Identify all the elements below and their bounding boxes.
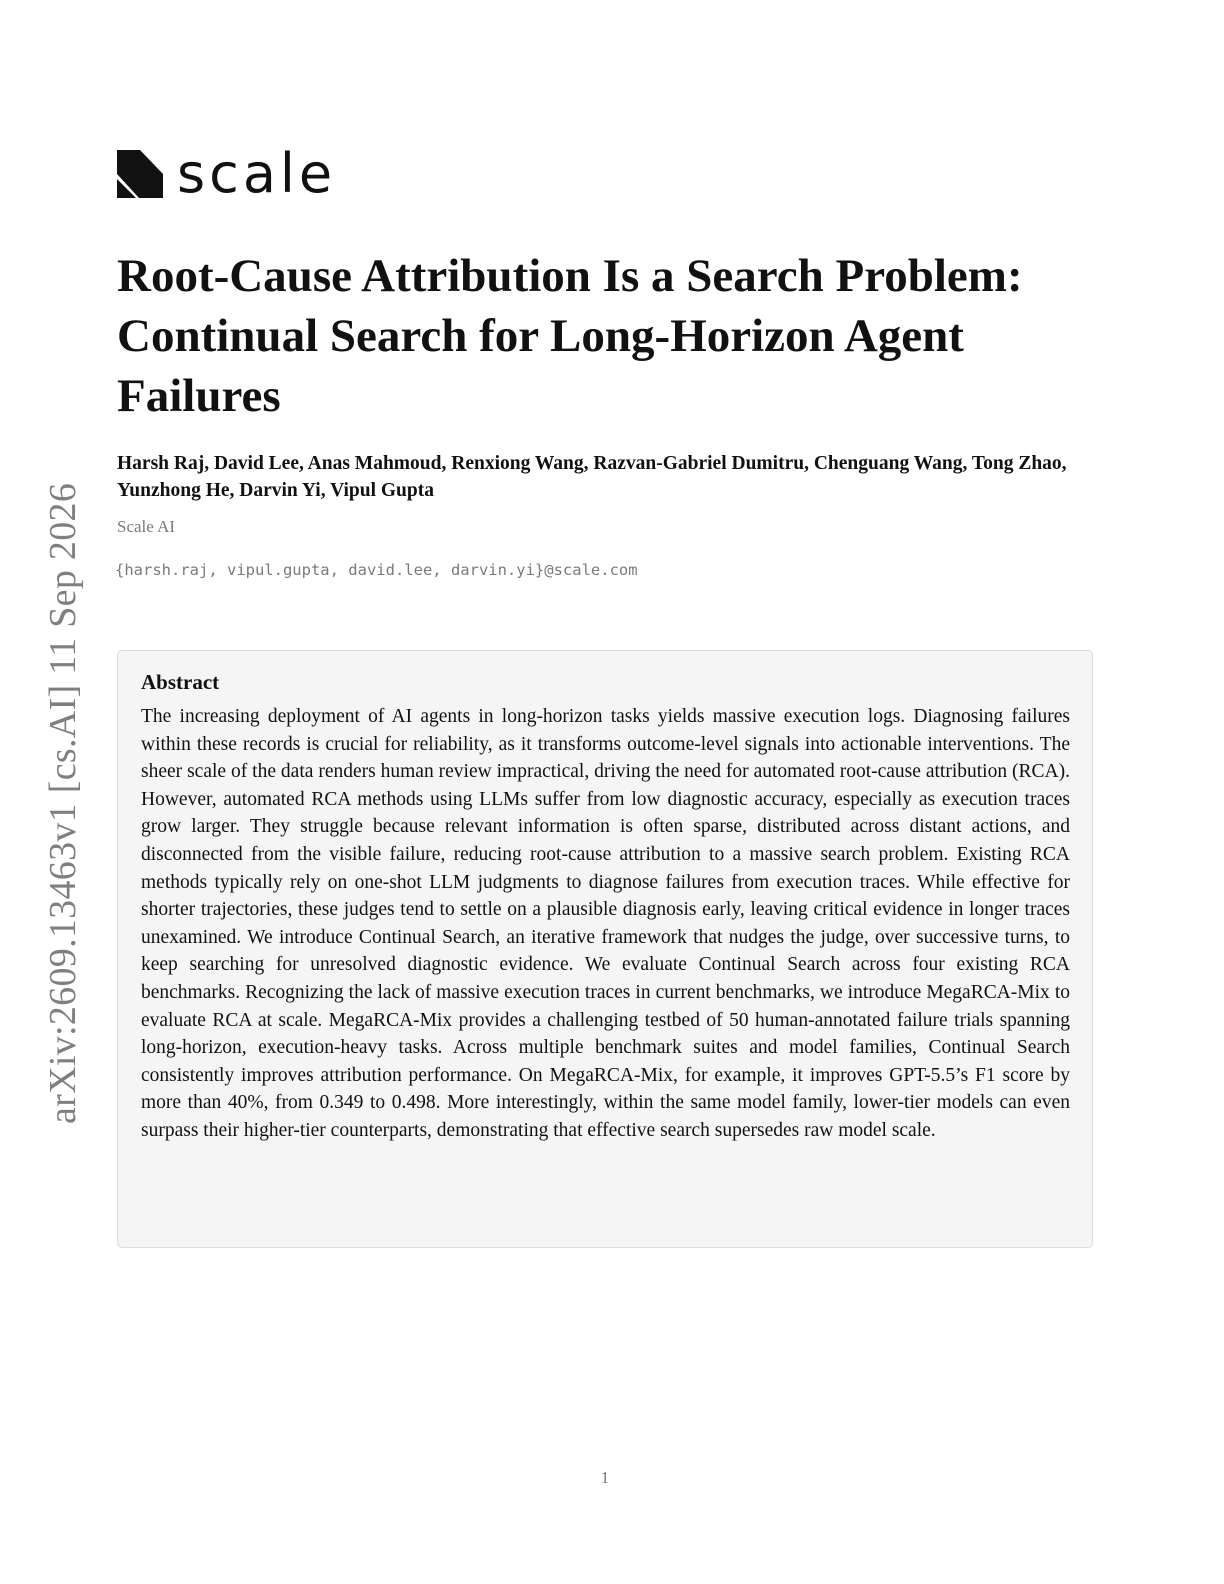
- author-list: Harsh Raj, David Lee, Anas Mahmoud, Renxiong Wang, Razvan-Gabriel Dumitru, Chenguang Wang, Tong Zhao, Yunzhong He, Darvin Yi, Vipul Gupta: [117, 453, 1067, 501]
- scale-logo-icon: [117, 150, 163, 198]
- page-number: 1: [600, 1468, 610, 1487]
- paper-title: Root-Cause Attribution Is a Search Problem: Continual Search for Long-Horizon Agent Failures: [117, 250, 1023, 422]
- arxiv-identifier-stamp: arXiv:2609.13463v1 [cs.AI] 11 Sep 2026: [42, 482, 84, 1124]
- affiliation: Scale AI: [117, 517, 176, 536]
- author-emails: {harsh.raj, vipul.gupta, david.lee, darvin.yi}@scale.com: [115, 561, 638, 579]
- abstract-box: [117, 650, 1093, 1248]
- scale-logo: [117, 142, 337, 205]
- scale-logo-text: scale: [177, 142, 337, 205]
- abstract-text: The increasing deployment of AI agents in long-horizon tasks yields massive execution logs. Diagnosing failures within these records is crucial for reliability, as it transforms outcome-level signals into actionable interventions. The sheer scale of the data renders human review impractical, driving the need for automated root-cause attribution (RCA). However, automated RCA methods using LLMs suffer from low diagnostic accuracy, especially as execution traces grow larger. They struggle because relevant information is often sparse, distributed across distant actions, and disconnected from the visible failure, reducing root-cause attribution to a massive search problem. Existing RCA methods typically rely on one-shot LLM judgments to diagnose failures from execution traces. While effective for shorter trajectories, these judges tend to settle on a plausible diagnosis early, leaving critical evidence in longer traces unexamined. We introduce Continual Search, an iterative framework that nudges the judge, over successive turns, to keep searching for unresolved diagnostic evidence. We evaluate Continual Search across four existing RCA benchmarks. Recognizing the lack of massive execution traces in current benchmarks, we introduce MegaRCA-Mix to evaluate RCA at scale. MegaRCA-Mix provides a challenging testbed of 50 human-annotated failure trials spanning long-horizon, execution-heavy tasks. Across multiple benchmark suites and model families, Continual Search consistently improves attribution performance. On MegaRCA-Mix, for example, it improves GPT-5.5’s F1 score by more than 40%, from 0.349 to 0.498. More interestingly, within the same model family, lower-tier models can even surpass their higher-tier counterparts, demonstrating that effective search supersedes raw model scale.: [141, 706, 1070, 1141]
- abstract-heading: Abstract: [141, 670, 220, 694]
